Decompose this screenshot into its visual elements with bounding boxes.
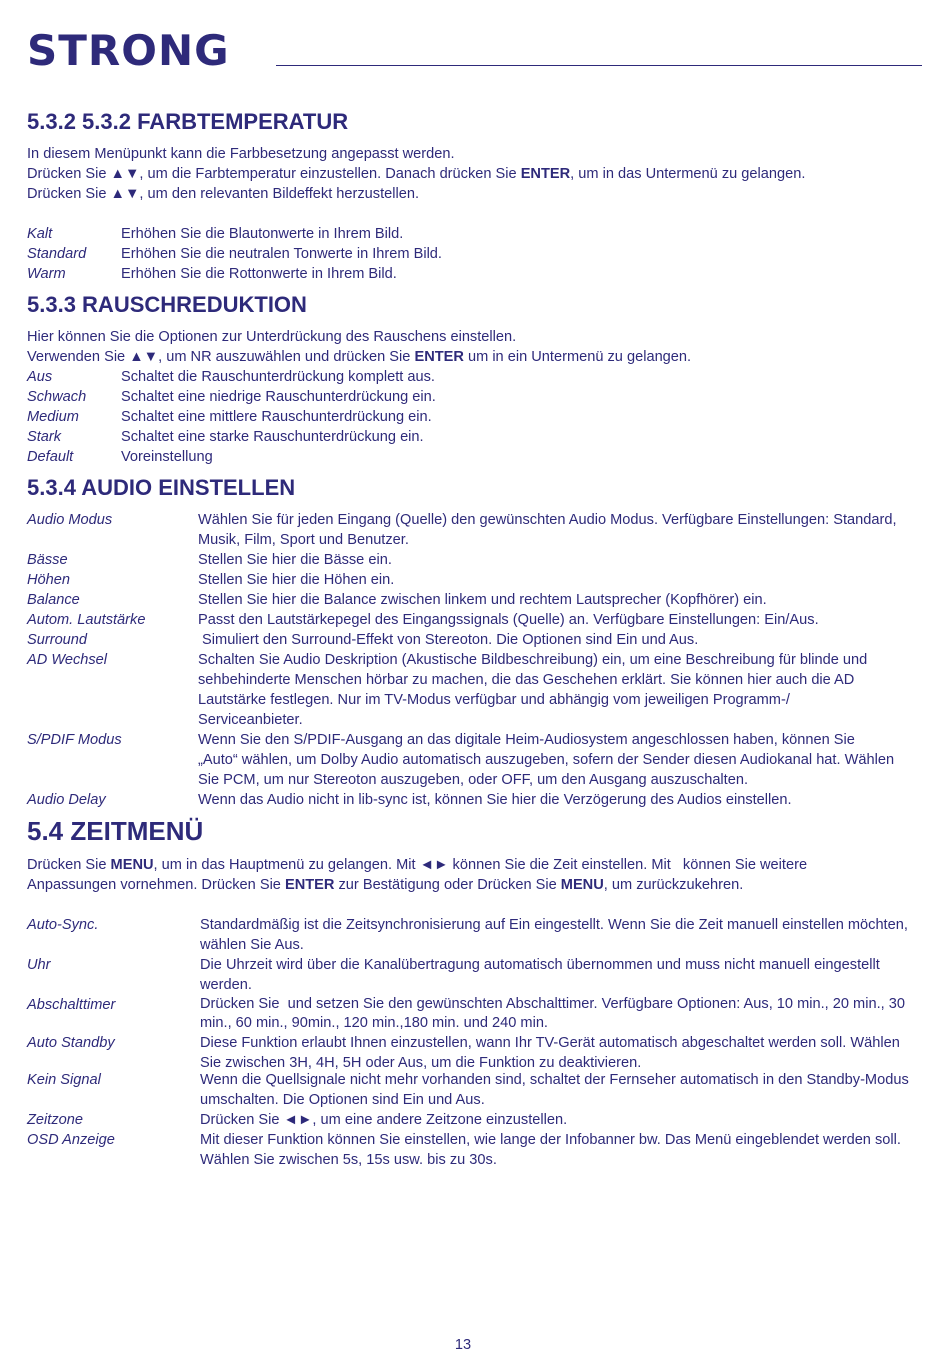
- desc-schwach: Schaltet eine niedrige Rauschunterdrückung ein.: [121, 389, 436, 405]
- term-balance: Balance: [27, 592, 80, 608]
- desc-stark: Schaltet eine starke Rauschunterdrückung ein.: [121, 429, 424, 445]
- desc-balance: Stellen Sie hier die Balance zwischen linkem und rechtem Lautsprecher (Kopfhörer) ein.: [198, 592, 767, 608]
- desc-aus: Schaltet die Rauschunterdrückung komplett aus.: [121, 369, 435, 385]
- term-uhr: Uhr: [27, 957, 51, 973]
- enter-key-label: ENTER: [520, 166, 571, 182]
- section-heading-farbtemperatur: 5.3.2 5.3.2 FARBTEMPERATUR: [27, 109, 349, 134]
- farbtemp-intro: In diesem Menüpunkt kann die Farbbesetzung angepasst werden.: [27, 146, 455, 162]
- term-ad-wechsel: AD Wechsel: [27, 652, 108, 668]
- term-abschalttimer: Abschalttimer: [27, 997, 116, 1013]
- zeit-intro-line-2: Anpassungen vornehmen. Drücken Sie ENTER zur Bestätigung oder Drücken Sie MENU, um zurückzukehren.: [27, 877, 744, 893]
- term-auto-standby: Auto Standby: [27, 1035, 115, 1051]
- section-heading-rauschreduktion: 5.3.3 RAUSCHREDUKTION: [27, 292, 307, 317]
- term-aus: Aus: [27, 369, 53, 385]
- header-rule: [276, 65, 922, 66]
- term-spdif-modus: S/PDIF Modus: [27, 732, 122, 748]
- desc-osd-anzeige: Mit dieser Funktion können Sie einstellen, wie lange der Infobanner bw. Das Menü eingeblendet werden soll. Wählen Sie zwischen 5s, 15s usw. bis zu 30s.: [200, 1132, 901, 1168]
- term-hoehen: Höhen: [27, 572, 71, 588]
- rausch-instruction: Verwenden Sie ▲▼, um NR auszuwählen und drücken Sie ENTER um in ein Untermenü zu gelangen.: [27, 349, 692, 365]
- desc-warm: Erhöhen Sie die Rottonwerte in Ihrem Bild.: [121, 266, 397, 282]
- rausch-intro: Hier können Sie die Optionen zur Unterdrückung des Rauschens einstellen.: [27, 329, 517, 345]
- menu-key-label: MENU: [110, 857, 154, 873]
- desc-default: Voreinstellung: [121, 449, 213, 465]
- enter-key-label: ENTER: [414, 349, 464, 365]
- term-warm: Warm: [27, 266, 66, 282]
- term-medium: Medium: [27, 409, 79, 425]
- desc-kalt: Erhöhen Sie die Blautonwerte in Ihrem Bild.: [121, 226, 404, 242]
- term-standard: Standard: [27, 246, 87, 262]
- term-stark: Stark: [27, 429, 62, 445]
- desc-medium: Schaltet eine mittlere Rauschunterdrückung ein.: [121, 409, 432, 425]
- desc-auto-standby: Diese Funktion erlaubt Ihnen einzustellen, wann Ihr TV-Gerät automatisch abgeschaltet werden soll. Wählen Sie zwischen 3H, 4H, 5H oder Aus, um die Funktion zu deaktivieren.: [200, 1035, 900, 1071]
- term-autom-lautstaerke: Autom. Lautstärke: [27, 612, 146, 628]
- term-auto-sync: Auto-Sync.: [27, 917, 99, 933]
- desc-hoehen: Stellen Sie hier die Höhen ein.: [198, 572, 395, 588]
- term-audio-delay: Audio Delay: [27, 792, 106, 808]
- zeit-intro-line-1: Drücken Sie MENU, um in das Hauptmenü zu gelangen. Mit ◄► können Sie die Zeit einstellen. Mit können Sie weitere: [27, 857, 808, 873]
- term-osd-anzeige: OSD Anzeige: [27, 1132, 115, 1148]
- desc-zeitzone: Drücken Sie ◄►, um eine andere Zeitzone einzustellen.: [200, 1112, 568, 1128]
- desc-surround: Simuliert den Surround-Effekt von Stereoton. Die Optionen sind Ein und Aus.: [198, 632, 699, 648]
- page-number: 13: [454, 1337, 472, 1353]
- desc-auto-sync: Standardmäßig ist die Zeitsynchronisierung auf Ein eingestellt. Wenn Sie die Zeit manuell einstellen möchten, wählen Sie Aus.: [200, 917, 908, 953]
- term-schwach: Schwach: [27, 389, 87, 405]
- desc-autom-lautstaerke: Passt den Lautstärkepegel des Eingangssignals (Quelle) an. Verfügbare Einstellungen: Ein/Aus.: [198, 612, 819, 628]
- strong-logo: STRONG: [27, 26, 230, 75]
- desc-audio-modus: Wählen Sie für jeden Eingang (Quelle) den gewünschten Audio Modus. Verfügbare Einstellungen: Standard, Musik, Film, Sport und Benutzer.: [198, 512, 897, 548]
- term-kein-signal: Kein Signal: [27, 1072, 101, 1088]
- section-heading-zeitmenue: 5.4 ZEITMENÜ: [27, 816, 204, 846]
- desc-spdif-modus: Wenn Sie den S/PDIF-Ausgang an das digitale Heim-Audiosystem angeschlossen haben, können Sie „Auto“ wählen, um Dolby Audio automatisch auszugeben, sofern der Sender diesen Audiokanal hat. Wählen Sie PCM, um nur Stereoton auszugeben, oder OFF, um den Ausgang auszuschalten.: [198, 732, 895, 788]
- desc-abschalttimer: Drücken Sie und setzen Sie den gewünschten Abschalttimer. Verfügbare Optionen: Aus, 10 min., 20 min., 30 min., 60 min., 90min., 120 min.,180 min. und 240 min.: [200, 996, 910, 1031]
- desc-uhr: Die Uhrzeit wird über die Kanalübertragung automatisch übernommen und muss nicht manuell eingestellt werden.: [200, 957, 880, 993]
- term-baesse: Bässe: [27, 552, 68, 568]
- desc-standard: Erhöhen Sie die neutralen Tonwerte in Ihrem Bild.: [121, 246, 442, 262]
- term-zeitzone: Zeitzone: [27, 1112, 83, 1128]
- term-kalt: Kalt: [27, 226, 53, 242]
- section-heading-audio-einstellen: 5.3.4 AUDIO EINSTELLEN: [27, 475, 296, 500]
- term-surround: Surround: [27, 632, 88, 648]
- term-audio-modus: Audio Modus: [27, 512, 113, 528]
- menu-key-label: MENU: [560, 877, 604, 893]
- desc-ad-wechsel: Schalten Sie Audio Deskription (Akustische Bildbeschreibung) ein, um eine Beschreibung für blinde und sehbehinderte Menschen hörbar zu machen, die das Geschehen erklärt. Sie können hier auch die AD Lautstärke festlegen. Nur im TV-Modus verfügbar und abhängig vom jeweiligen Programm-/ Serviceanbieter.: [198, 652, 868, 728]
- term-default: Default: [27, 449, 74, 465]
- desc-audio-delay: Wenn das Audio nicht in lib-sync ist, können Sie hier die Verzögerung des Audios einstellen.: [198, 792, 792, 808]
- farbtemp-instruction-2: Drücken Sie ▲▼, um den relevanten Bildeffekt herzustellen.: [27, 186, 420, 202]
- desc-baesse: Stellen Sie hier die Bässe ein.: [198, 552, 392, 568]
- enter-key-label: ENTER: [284, 877, 335, 893]
- desc-kein-signal: Wenn die Quellsignale nicht mehr vorhanden sind, schaltet der Fernseher automatisch in den Standby-Modus umschalten. Die Optionen sind Ein und Aus.: [200, 1072, 909, 1108]
- farbtemp-instruction: Drücken Sie ▲▼, um die Farbtemperatur einzustellen. Danach drücken Sie ENTER, um in das Untermenü zu gelangen.: [27, 166, 806, 182]
